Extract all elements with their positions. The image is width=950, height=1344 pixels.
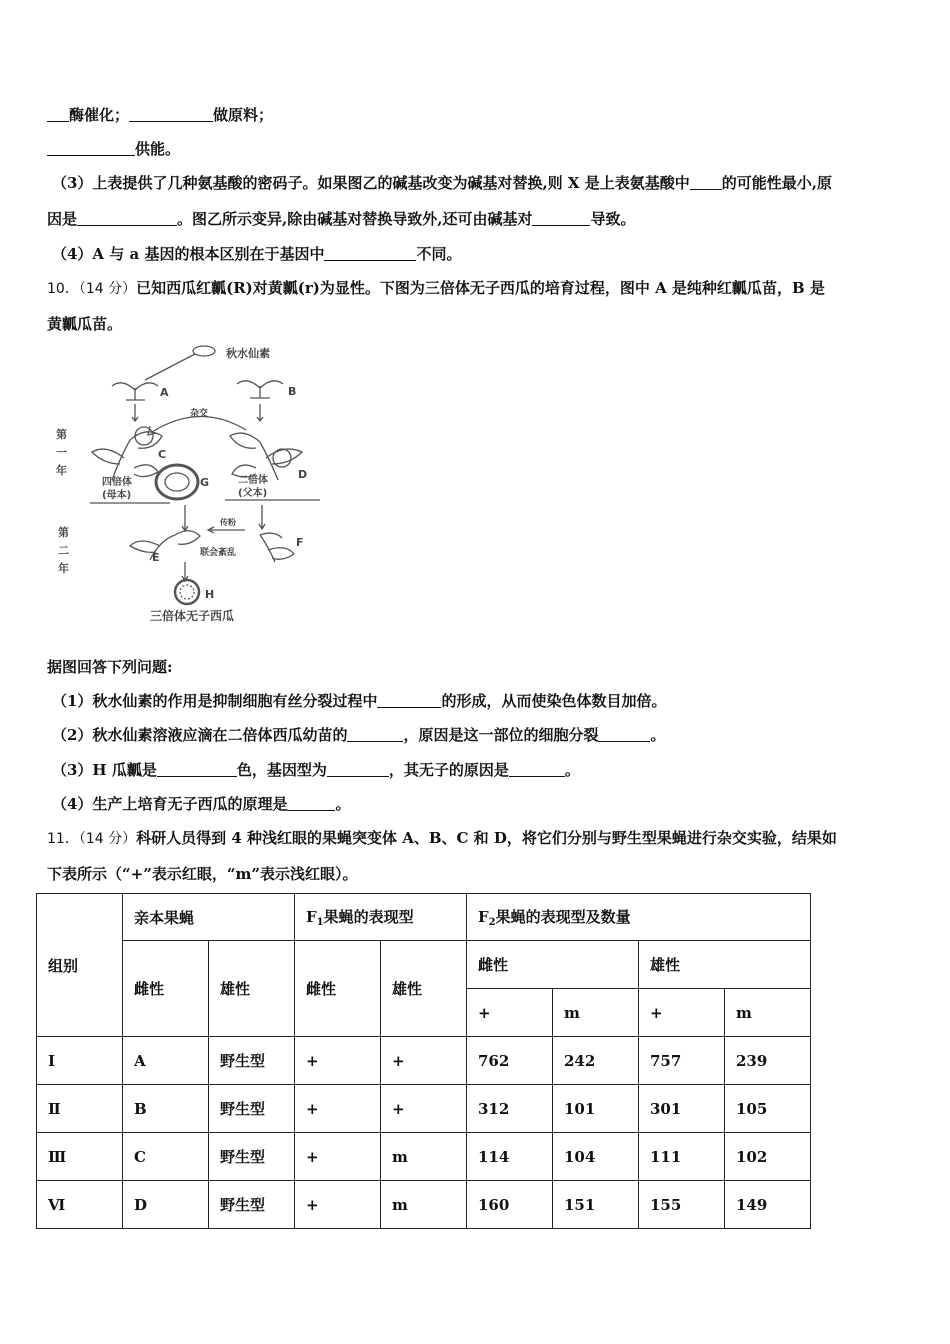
cell-f2-female-red: 160: [467, 1181, 553, 1229]
header-f2-female-red: +: [467, 989, 553, 1037]
dropper-bulb: [193, 346, 215, 356]
table-row: [37, 1133, 811, 1181]
year2-char: 年: [58, 562, 69, 575]
header-f2-male: 雄性: [639, 941, 811, 989]
year1-char: 年: [56, 464, 67, 477]
fruit-h: [175, 580, 199, 604]
mother-label: (母本): [102, 490, 132, 501]
header-f1-female: 雌性: [295, 941, 381, 1037]
header-f2: $F_2$果蝇的表现型及数量: [467, 894, 811, 941]
cell-parent-male: 野生型: [209, 1181, 295, 1229]
question-number: 10．（14 分）: [47, 281, 137, 297]
question-10-line2: 黄瓤瓜苗。: [47, 315, 123, 333]
header-group: 组别: [37, 894, 123, 1037]
table-row: [37, 1037, 811, 1085]
cell-f1-female: +: [295, 1133, 381, 1181]
plant-c: [92, 432, 162, 480]
answer-blank[interactable]: [598, 727, 650, 742]
cell-parent-female: A: [123, 1037, 209, 1085]
synapsis-label: 联会紊乱: [200, 548, 237, 558]
answer-blank[interactable]: [129, 107, 213, 122]
plant-f: [260, 533, 294, 562]
cell-parent-female: B: [123, 1085, 209, 1133]
pollination-label: 传粉: [220, 518, 236, 527]
cell-f1-female: +: [295, 1085, 381, 1133]
table-row: [37, 1085, 811, 1133]
header-parent-female: 雌性: [123, 941, 209, 1037]
answer-blank[interactable]: [287, 796, 335, 811]
cell-parent-female: C: [123, 1133, 209, 1181]
header-parent-male: 雄性: [209, 941, 295, 1037]
q9-sub3-line1: （3）上表提供了几种氨基酸的密码子。如果图乙的碱基改变为碱基对替换,则 X 是上表氨基酸中 的可能性最小,原: [52, 174, 832, 192]
year1-char: 第: [56, 428, 67, 441]
header-parents: 亲本果蝇: [123, 894, 295, 941]
q10-prompt: 据图回答下列问题:: [47, 658, 173, 676]
colchicine-label: 秋水仙素: [226, 347, 270, 360]
cell-f2-male-light: 105: [725, 1085, 811, 1133]
plant-e: [130, 531, 200, 560]
q9-line-energy: 供能。: [47, 138, 180, 159]
answer-blank[interactable]: [690, 175, 722, 190]
cell-f2-male-red: 301: [639, 1085, 725, 1133]
q9-line-enzyme: 酶催化； 做原料；: [47, 104, 273, 125]
cell-f2-female-light: 151: [553, 1181, 639, 1229]
cell-f2-male-red: 757: [639, 1037, 725, 1085]
arrow-a-down: [132, 404, 138, 421]
answer-blank[interactable]: [47, 141, 135, 156]
father-label: (父本): [238, 488, 268, 499]
cell-f1-male: +: [381, 1037, 467, 1085]
q10-sub4: （4）生产上培育无子西瓜的原理是 。: [52, 795, 351, 813]
answer-blank[interactable]: [77, 211, 177, 226]
header-f1: $F_1$果蝇的表现型: [295, 894, 467, 941]
answer-blank[interactable]: [157, 762, 237, 777]
label-b: B: [288, 385, 297, 398]
cell-f1-male: m: [381, 1133, 467, 1181]
q9-sub3-line2: 因是 。图乙所示变异,除由碱基对替换导致外,还可由碱基对 导致。: [47, 210, 636, 228]
cell-f1-female: +: [295, 1037, 381, 1085]
label-g: G: [200, 476, 210, 489]
cell-f2-male-light: 239: [725, 1037, 811, 1085]
cell-group: Ⅲ: [37, 1133, 123, 1181]
question-number: 11．（14 分）: [47, 831, 137, 847]
header-f2-female-light: m: [553, 989, 639, 1037]
answer-blank[interactable]: [509, 762, 565, 777]
label-f: F: [296, 536, 304, 549]
seedling-a: [112, 383, 158, 400]
table-row: [37, 1181, 811, 1229]
cell-f1-female: +: [295, 1181, 381, 1229]
q10-sub2: （2）秋水仙素溶液应滴在二倍体西瓜幼苗的 ，原因是这一部位的细胞分裂 。: [52, 726, 666, 744]
header-f1-male: 雄性: [381, 941, 467, 1037]
question-11-line1: 11．（14 分）科研人员得到 4 种浅红眼的果蝇突变体 A、B、C 和 D，将它们分别与野生型果蝇进行杂交实验，结果如: [47, 829, 837, 847]
answer-blank[interactable]: [327, 762, 389, 777]
cell-f2-female-light: 104: [553, 1133, 639, 1181]
cell-group: Ⅵ: [37, 1181, 123, 1229]
cell-group: Ⅱ: [37, 1085, 123, 1133]
cell-f2-male-light: 149: [725, 1181, 811, 1229]
cell-f2-female-red: 312: [467, 1085, 553, 1133]
cell-group: Ⅰ: [37, 1037, 123, 1085]
cell-f1-male: +: [381, 1085, 467, 1133]
cell-f2-female-light: 242: [553, 1037, 639, 1085]
q9-sub4: （4）A 与 a 基因的根本区别在于基因中 不同。: [52, 245, 462, 263]
cell-parent-male: 野生型: [209, 1037, 295, 1085]
tetraploid-label: 四倍体: [102, 477, 132, 488]
header-f2-male-red: +: [639, 989, 725, 1037]
cell-parent-female: D: [123, 1181, 209, 1229]
q10-sub3: （3）H 瓜瓤是 色，基因型为 ，其无子的原因是 。: [52, 761, 580, 779]
cell-f2-female-red: 114: [467, 1133, 553, 1181]
q10-sub1: （1）秋水仙素的作用是抑制细胞有丝分裂过程中 的形成，从而使染色体数目加倍。: [52, 692, 667, 710]
cross-label: 杂交: [190, 409, 209, 419]
cell-parent-male: 野生型: [209, 1085, 295, 1133]
fruitfly-cross-table: [36, 893, 811, 1229]
question-11-line2: 下表所示（“+”表示红眼，“m”表示浅红眼）。: [47, 865, 358, 883]
header-f2-male-light: m: [725, 989, 811, 1037]
label-a: A: [160, 386, 169, 399]
answer-blank[interactable]: [347, 727, 403, 742]
question-10-line1: 10．（14 分）已知西瓜红瓤(R)对黄瓤(r)为显性。下图为三倍体无子西瓜的培育过程，图中 A 是纯种红瓤瓜苗，B 是: [47, 279, 825, 297]
seedling-b: [237, 381, 283, 398]
label-e: E: [152, 551, 160, 564]
pollination-arrow: [208, 527, 245, 533]
answer-blank[interactable]: [324, 246, 416, 261]
result-label: 三倍体无子西瓜: [150, 609, 235, 623]
cell-f2-female-red: 762: [467, 1037, 553, 1085]
label-d: D: [298, 468, 308, 481]
year2-char: 二: [58, 544, 69, 557]
cell-f2-male-red: 111: [639, 1133, 725, 1181]
cell-f2-female-light: 101: [553, 1085, 639, 1133]
year1-char: 一: [56, 446, 67, 459]
fruit-g: [156, 465, 198, 499]
arrow-b-down: [257, 404, 263, 421]
watermelon-breeding-diagram: [50, 340, 350, 625]
answer-blank[interactable]: [47, 107, 69, 122]
diagram-svg: [50, 340, 350, 625]
answer-blank[interactable]: [377, 693, 441, 708]
cell-f2-male-red: 155: [639, 1181, 725, 1229]
cell-parent-male: 野生型: [209, 1133, 295, 1181]
answer-blank[interactable]: [532, 211, 590, 226]
cell-f1-male: m: [381, 1181, 467, 1229]
dropper-tube: [145, 354, 195, 380]
year2-char: 第: [58, 526, 69, 539]
label-c: C: [158, 448, 167, 461]
label-h: H: [205, 588, 215, 601]
cell-f2-male-light: 102: [725, 1133, 811, 1181]
diploid-label: 二倍体: [238, 475, 268, 486]
header-f2-female: 雌性: [467, 941, 639, 989]
